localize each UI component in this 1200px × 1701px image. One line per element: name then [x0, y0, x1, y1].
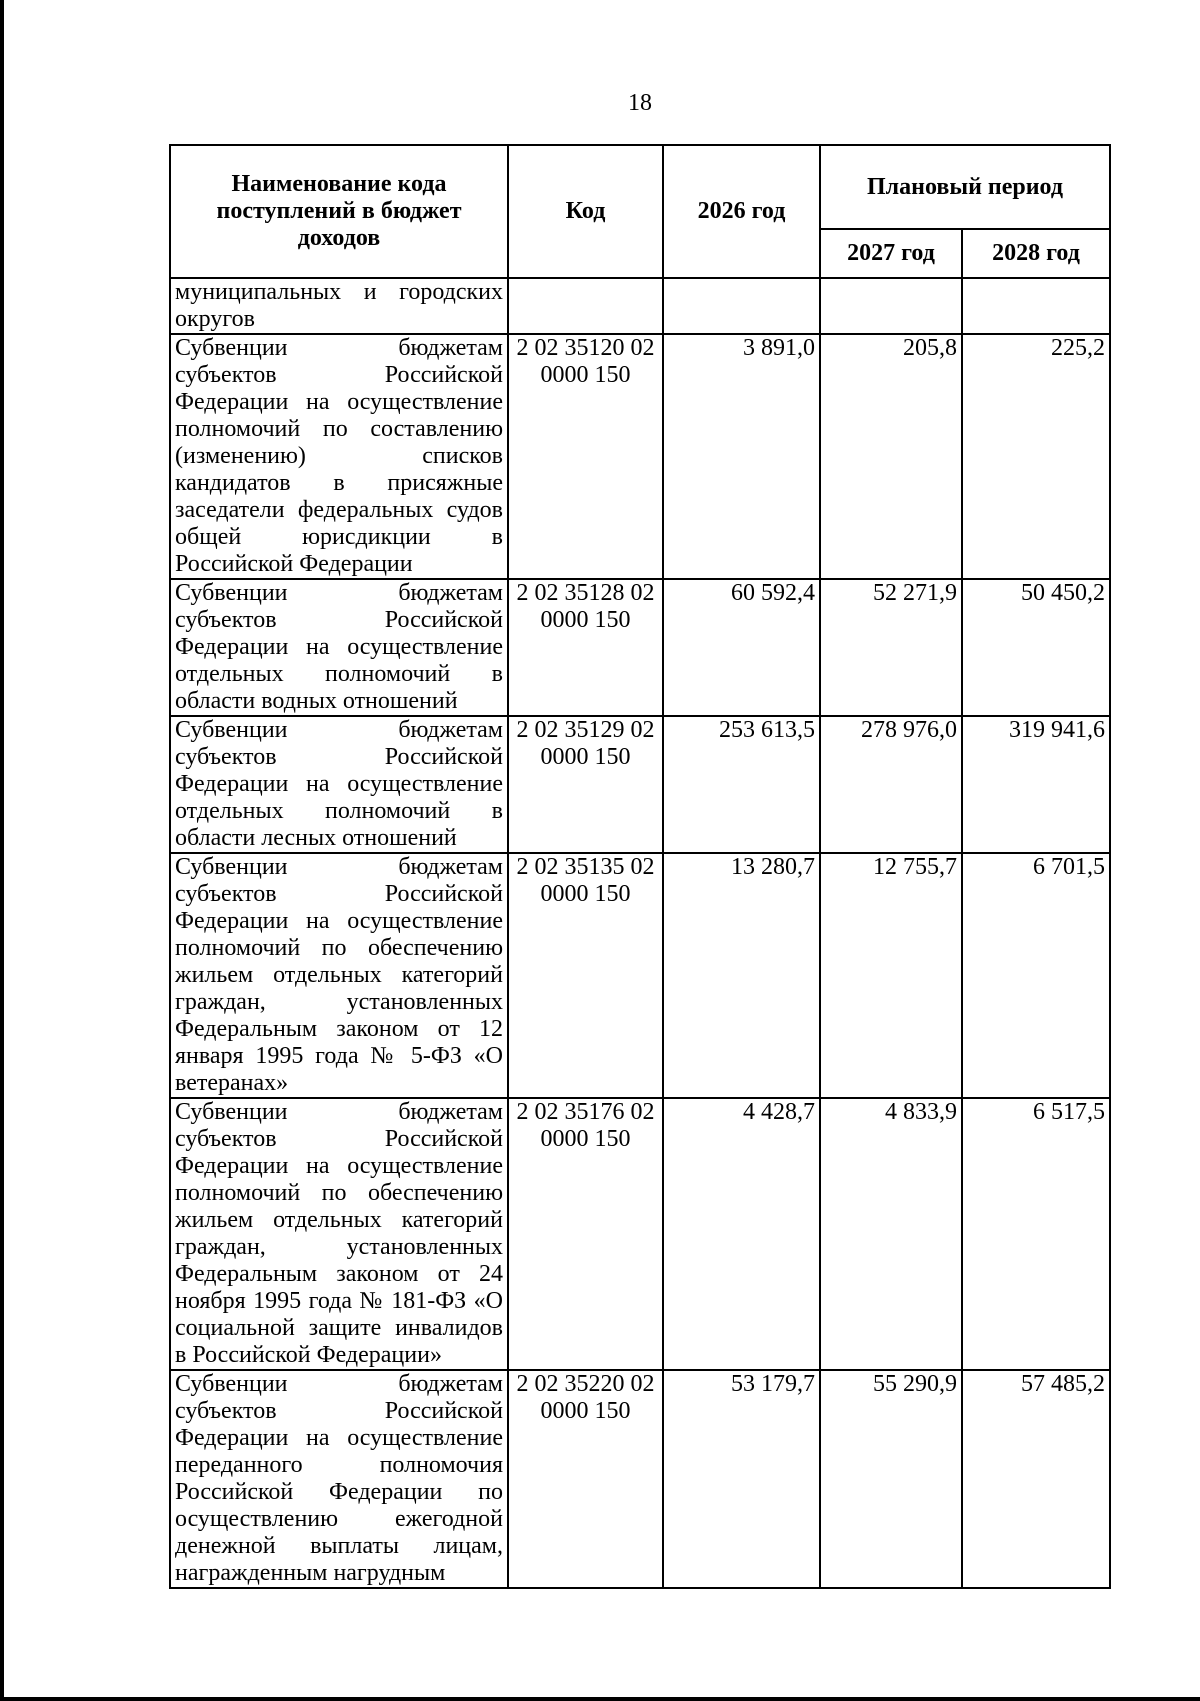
- table-row: [170, 1370, 1110, 1588]
- row-value-2027: 278 976,0: [820, 716, 962, 853]
- revenue-table: [169, 144, 1111, 1589]
- row-value-2028: 6 517,5: [962, 1098, 1110, 1370]
- table-row: [170, 853, 1110, 1098]
- header-planning-period: Плановый период: [820, 145, 1110, 229]
- header-name: Наименование кода поступлений в бюджет доходов: [170, 145, 508, 278]
- table-row: [170, 278, 1110, 334]
- row-code: 2 02 35220 02 0000 150: [508, 1370, 663, 1588]
- row-code: 2 02 35176 02 0000 150: [508, 1098, 663, 1370]
- row-code: 2 02 35129 02 0000 150: [508, 716, 663, 853]
- row-value-2026: 3 891,0: [663, 334, 820, 579]
- row-value-2028: 6 701,5: [962, 853, 1110, 1098]
- row-value-2026: 60 592,4: [663, 579, 820, 716]
- header-2026: 2026 год: [663, 145, 820, 278]
- row-code: 2 02 35135 02 0000 150: [508, 853, 663, 1098]
- table-row: [170, 579, 1110, 716]
- row-value-2026: 53 179,7: [663, 1370, 820, 1588]
- scan-edge-left: [0, 0, 4, 1701]
- row-value-2027: [820, 278, 962, 334]
- row-value-2027: 52 271,9: [820, 579, 962, 716]
- row-name: Субвенции бюджетам субъектов Российской Федерации на осуществление полномочий по обеспечению жильем отдельных категорий граждан, установленных Федеральным законом от 12 января 1995 года № 5-ФЗ «О ветеранах»: [170, 853, 508, 1098]
- row-name: Субвенции бюджетам субъектов Российской Федерации на осуществление переданного полномочия Российской Федерации по осуществлению ежегодной денежной выплаты лицам, награжденным нагрудным: [170, 1370, 508, 1588]
- header-2027: 2027 год: [820, 229, 962, 278]
- header-2028: 2028 год: [962, 229, 1110, 278]
- row-value-2026: 13 280,7: [663, 853, 820, 1098]
- row-code: 2 02 35120 02 0000 150: [508, 334, 663, 579]
- table-row: [170, 1098, 1110, 1370]
- table-row: [170, 716, 1110, 853]
- row-value-2027: 205,8: [820, 334, 962, 579]
- row-code: 2 02 35128 02 0000 150: [508, 579, 663, 716]
- row-value-2026: [663, 278, 820, 334]
- table-row: [170, 334, 1110, 579]
- row-value-2027: 55 290,9: [820, 1370, 962, 1588]
- header-code: Код: [508, 145, 663, 278]
- row-value-2028: 57 485,2: [962, 1370, 1110, 1588]
- row-value-2028: [962, 278, 1110, 334]
- row-value-2026: 253 613,5: [663, 716, 820, 853]
- row-value-2028: 50 450,2: [962, 579, 1110, 716]
- row-name: муниципальных и городских округов: [170, 278, 508, 334]
- row-value-2028: 319 941,6: [962, 716, 1110, 853]
- row-name: Субвенции бюджетам субъектов Российской Федерации на осуществление отдельных полномочий в области лесных отношений: [170, 716, 508, 853]
- row-value-2028: 225,2: [962, 334, 1110, 579]
- row-name: Субвенции бюджетам субъектов Российской Федерации на осуществление полномочий по составлению (изменению) списков кандидатов в присяжные заседатели федеральных судов общей юрисдикции в Российской Федерации: [170, 334, 508, 579]
- row-value-2027: 12 755,7: [820, 853, 962, 1098]
- row-value-2026: 4 428,7: [663, 1098, 820, 1370]
- table-body: [170, 278, 1110, 1588]
- page-number: 18: [628, 90, 652, 116]
- row-code: [508, 278, 663, 334]
- row-value-2027: 4 833,9: [820, 1098, 962, 1370]
- table-header: [170, 145, 1110, 278]
- scan-edge-bottom: [0, 1697, 1200, 1701]
- row-name: Субвенции бюджетам субъектов Российской Федерации на осуществление отдельных полномочий в области водных отношений: [170, 579, 508, 716]
- row-name: Субвенции бюджетам субъектов Российской Федерации на осуществление полномочий по обеспечению жильем отдельных категорий граждан, установленных Федеральным законом от 24 ноября 1995 года № 181-ФЗ «О социальной защите инвалидов в Российской Федерации»: [170, 1098, 508, 1370]
